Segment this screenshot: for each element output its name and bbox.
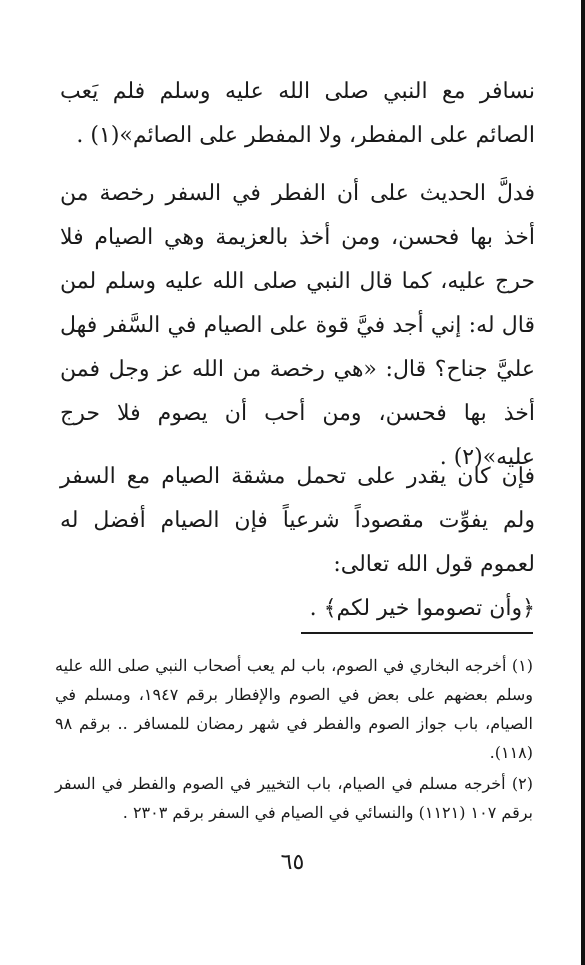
- footnotes: [55, 651, 533, 829]
- main-text-block-2: [60, 172, 535, 480]
- page-edge-shadow: [581, 0, 585, 965]
- quran-verse: ﴿وأن تصوموا خير لكم﴾ .: [309, 596, 535, 621]
- page-number: ٦٥: [280, 850, 305, 875]
- footnote-1: (١) أخرجه البخاري في الصوم، باب لم يعب أصحاب النبي صلى الله عليه وسلم بعضهم على بعض في الصوم والإفطار برقم ١٩٤٧، ومسلم في الصيام، باب جواز الصوم والفطر في شهر رمضان للمسافر .. برقم ٩٨ (١١٨).: [55, 656, 534, 762]
- paragraph-3: فإن كان يقدر على تحمل مشقة الصيام مع السفر ولم يفوِّت مقصوداً شرعياً فإن الصيام أفضل له لعموم قول الله تعالى:: [60, 464, 535, 577]
- footnote-2: (٢) أخرجه مسلم في الصيام، باب التخيير في الصوم والفطر في السفر برقم ١٠٧ (١١٢١) والنسائي في الصيام في السفر برقم ٢٣٠٣ .: [55, 774, 533, 822]
- main-text-block-1: [60, 70, 535, 158]
- main-text-block-3: [60, 455, 535, 631]
- paragraph-2: فدلَّ الحديث على أن الفطر في السفر رخصة من أخذ بها فحسن، ومن أخذ بالعزيمة وهي الصيام فلا حرج عليه، كما قال النبي صلى الله عليه وسلم لمن قال له: إني أجد فيَّ قوة على الصيام في السَّفر فهل عليَّ جناح؟ قال: «هي رخصة من الله عز وجل فمن أخذ بها فحسن، ومن أحب أن يصوم فلا حرج عليه»(٢) .: [60, 181, 535, 470]
- paragraph-1: نسافر مع النبي صلى الله عليه وسلم فلم يَعب الصائم على المفطر، ولا المفطر على الصائم»(١) .: [60, 79, 535, 148]
- footnote-separator: [301, 632, 533, 634]
